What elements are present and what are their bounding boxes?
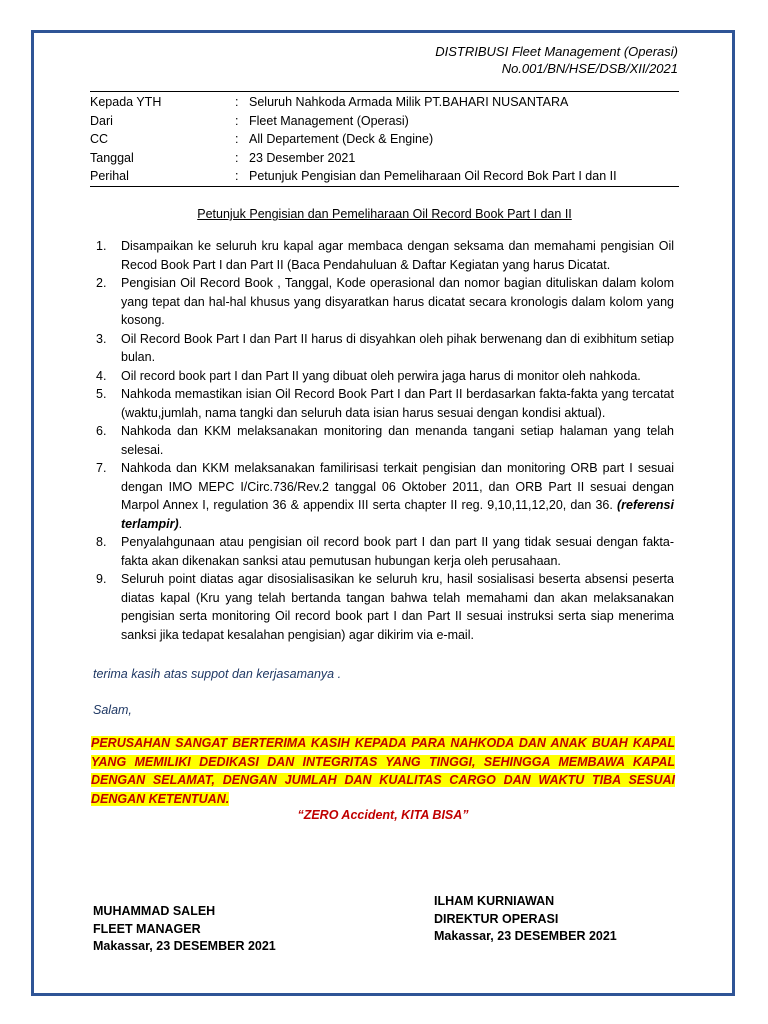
- instruction-list: [96, 237, 674, 644]
- meta-value: Seluruh Nahkoda Armada Milik PT.BAHARI NUSANTARA: [249, 95, 569, 109]
- item-text: Penyalahgunaan atau pengisian oil record book part I dan part II yang tidak sesuai dengan fakta-fakta akan dikenakan sanksi atau pemutusan hubungan kerja oleh perusahaan.: [121, 535, 674, 568]
- item-number: 6.: [96, 424, 107, 438]
- list-item: [96, 385, 674, 422]
- meta-key: Kepada YTH: [90, 95, 162, 109]
- meta-row-to: [90, 93, 679, 112]
- item-reference-note: (referensi terlampir): [121, 498, 674, 531]
- highlighted-message-text: PERUSAHAN SANGAT BERTERIMA KASIH KEPADA PARA NAHKODA DAN ANAK BUAH KAPAL YANG MEMILIKI DEDIKASI DAN INTEGRITAS YANG TINGGI, SEHINGGA MEMBAWA KAPAL DENGAN SELAMAT, DENGAN JUMLAH DAN KUALITAS CARGO DAN WAKTU TIBA SESUAI DENGAN KETENTUAN.: [91, 736, 675, 806]
- item-number: 5.: [96, 387, 107, 401]
- item-number: 9.: [96, 572, 107, 586]
- signer-name: MUHAMMAD SALEH: [93, 904, 216, 918]
- signature-block-right: [434, 893, 617, 946]
- list-item: [96, 533, 674, 570]
- meta-separator: :: [235, 150, 239, 165]
- meta-row-subject: [90, 167, 679, 186]
- meta-separator: :: [235, 95, 239, 109]
- list-item: [96, 570, 674, 644]
- meta-row-cc: [90, 130, 679, 149]
- signer-title: FLEET MANAGER: [93, 921, 201, 936]
- item-number: 7.: [96, 461, 107, 475]
- item-text: Oil Record Book Part I dan Part II harus di disyahkan oleh pihak berwenang dan di exibhitum setiap bulan.: [121, 331, 674, 364]
- item-number: 8.: [96, 535, 107, 549]
- item-number: 1.: [96, 239, 107, 253]
- meta-value: Petunjuk Pengisian dan Pemeliharaan Oil Record Bok Part I dan II: [249, 169, 617, 183]
- meta-key: Dari: [90, 113, 113, 128]
- meta-key: Perihal: [90, 169, 129, 183]
- list-item: [96, 459, 674, 533]
- meta-row-date: [90, 149, 679, 168]
- list-item: [96, 367, 674, 386]
- meta-value: All Departement (Deck & Engine): [249, 132, 434, 146]
- item-text: Nahkoda dan KKM melaksanakan monitoring dan menanda tangani setiap halaman yang telah selesai.: [121, 424, 674, 457]
- item-text: Pengisian Oil Record Book , Tanggal, Kode operasional dan nomor bagian dituliskan dalam kolom yang tepat dan hal-hal khusus yang disyaratkan harus dicatat secara kronologis dalam kolom yang kosong.: [121, 276, 674, 327]
- signer-place-date: Makassar, 23 DESEMBER 2021: [93, 939, 276, 953]
- thanks-line: terima kasih atas suppot dan kerjasamanya .: [93, 667, 342, 681]
- item-text: Nahkoda memastikan isian Oil Record Book Part I dan Part II berdasarkan fakta-fakta yang tercatat (waktu,jumlah, nama tangki dan seluruh data isian harus sesuai dengan kondisi aktual).: [121, 387, 674, 420]
- signer-place-date: Makassar, 23 DESEMBER 2021: [434, 929, 617, 943]
- salutation: Salam,: [93, 703, 132, 717]
- item-text: Nahkoda dan KKM melaksanakan familirisasi terkait pengisian dan monitoring ORB part I sesuai dengan IMO MEPC I/Circ.736/Rev.2 tanggal 06 Oktober 2011, dan ORB Part II sesuai dengan Marpol Annex I, regulation 36 & appendix III serta chapter II reg. 9,10,11,12,20, dan 36.: [121, 461, 674, 512]
- signer-name: ILHAM KURNIAWAN: [434, 894, 555, 908]
- item-number: 3.: [96, 331, 107, 346]
- meta-row-from: [90, 112, 679, 131]
- signature-block-left: [93, 903, 276, 956]
- meta-value: Fleet Management (Operasi): [249, 113, 409, 128]
- distribution-line: DISTRIBUSI Fleet Management (Operasi): [435, 44, 678, 59]
- distribution-header: [435, 43, 678, 77]
- meta-separator: :: [235, 113, 239, 128]
- meta-separator: :: [235, 132, 239, 146]
- item-number: 4.: [96, 368, 107, 383]
- list-item: [96, 422, 674, 459]
- list-item: [96, 237, 674, 274]
- item-text-container: [121, 459, 674, 533]
- list-item: [96, 274, 674, 330]
- document-number: No.001/BN/HSE/DSB/XII/2021: [501, 61, 678, 76]
- item-text-tail: .: [178, 516, 183, 531]
- meta-key: CC: [90, 132, 109, 146]
- signer-title: DIREKTUR OPERASI: [434, 911, 559, 926]
- document-title: Petunjuk Pengisian dan Pemeliharaan Oil Record Book Part I dan II: [197, 207, 572, 221]
- item-number: 2.: [96, 276, 107, 290]
- list-item: [96, 330, 674, 367]
- meta-value: 23 Desember 2021: [249, 150, 356, 165]
- motto: “ZERO Accident, KITA BISA”: [297, 808, 469, 822]
- meta-key: Tanggal: [90, 150, 134, 165]
- item-text: Oil record book part I dan Part II yang dibuat oleh perwira jaga harus di monitor oleh nahkoda.: [121, 368, 641, 383]
- highlighted-message: [91, 734, 675, 808]
- item-text: Disampaikan ke seluruh kru kapal agar membaca dengan seksama dan memahami pengisian Oil Recod Book Part I dan Part II (Baca Pendahuluan & Daftar Kegiatan yang harus Dicatat.: [121, 239, 674, 272]
- memo-header-table: [90, 91, 679, 187]
- item-text: Seluruh point diatas agar disosialisasikan ke seluruh kru, hasil sosialisasi beserta absensi peserta diatas kapal (Kru yang telah bertanda tangan bahwa telah memahami dan akan melaksanakan pengisian serta monitoring Oil record book part I dan Part II sesuai instruksi serta siap menerima sanksi jika tedapat kesalahan pengisian) agar dikirim via e-mail.: [121, 572, 674, 642]
- meta-separator: :: [235, 169, 239, 183]
